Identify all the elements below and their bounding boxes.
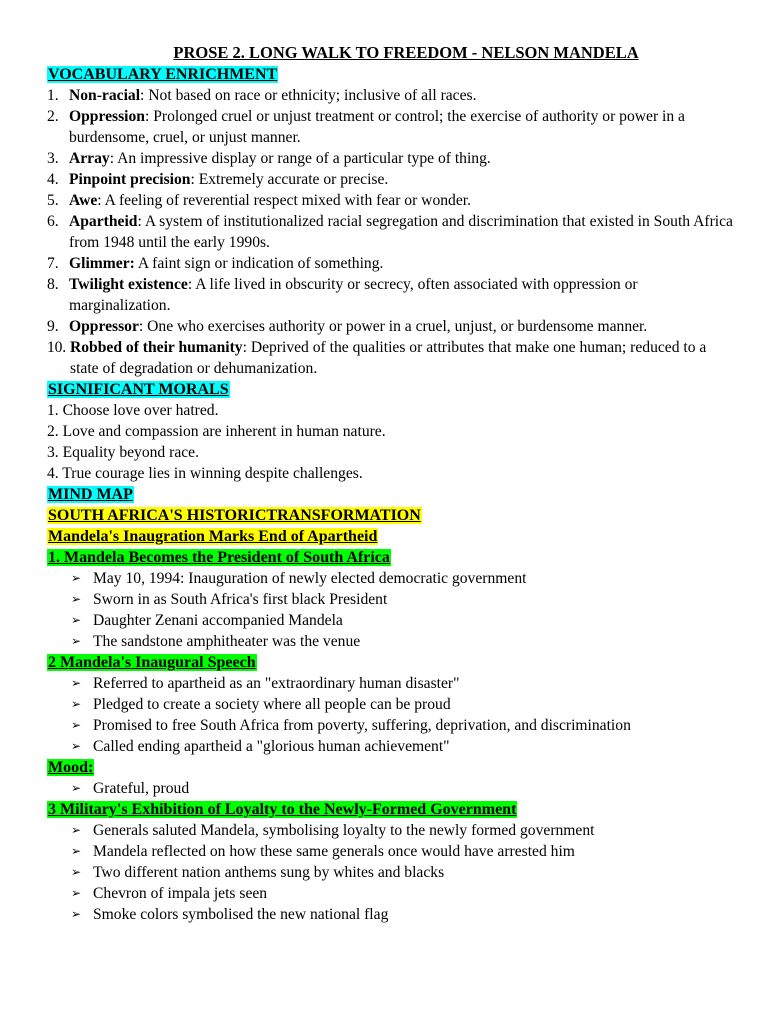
vocab-item	[47, 274, 737, 316]
mindmap-heading-text: MIND MAP	[48, 486, 133, 503]
mindmap-heading	[47, 484, 737, 505]
section1-bullets	[47, 568, 737, 652]
moral-item: 4. True courage lies in winning despite challenges.	[47, 465, 363, 482]
list-item	[71, 715, 737, 736]
list-item	[71, 589, 737, 610]
vocab-term: Non-racial	[69, 87, 141, 104]
vocab-term: Array	[69, 150, 110, 167]
vocab-term: Twilight existence	[69, 276, 188, 293]
section2-heading	[47, 652, 737, 673]
arrowhead-bullet-icon: ➢	[71, 676, 82, 690]
vocab-sep: :	[109, 150, 115, 167]
list-item	[71, 673, 737, 694]
vocab-number: 7.	[47, 255, 59, 272]
vocab-number: 1.	[47, 87, 59, 104]
list-item	[71, 820, 737, 841]
vocab-item	[47, 253, 737, 274]
bullet-text: The sandstone amphitheater was the venue	[93, 633, 361, 650]
vocab-term: Robbed of their humanity	[70, 339, 243, 356]
vocab-definition: A system of institutionalized racial segregation and discrimination that existed in South Africa from 1948 until the early 1990s.	[69, 213, 733, 251]
transformation-heading	[47, 505, 737, 526]
vocab-definition: Not based on race or ethnicity; inclusive of all races.	[144, 87, 477, 104]
section1-heading	[47, 547, 737, 568]
list-item	[71, 736, 737, 757]
vocab-definition: Prolonged cruel or unjust treatment or control; the exercise of authority or power in a burdensome, cruel, or unjust manner.	[69, 108, 685, 146]
list-item	[71, 904, 737, 925]
moral-item: 2. Love and compassion are inherent in human nature.	[47, 423, 386, 440]
arrowhead-bullet-icon: ➢	[71, 823, 82, 837]
page-title: PROSE 2. LONG WALK TO FREEDOM - NELSON MANDELA	[173, 43, 639, 62]
section3-bullets	[47, 820, 737, 925]
bullet-text: Chevron of impala jets seen	[93, 885, 268, 902]
vocab-sep: :	[242, 339, 247, 356]
list-item	[71, 841, 737, 862]
vocab-number: 2.	[47, 108, 59, 125]
inauguration-heading	[47, 526, 737, 547]
vocab-number: 5.	[47, 192, 59, 209]
bullet-text: Daughter Zenani accompanied Mandela	[93, 612, 343, 629]
bullet-text: May 10, 1994: Inauguration of newly elected democratic government	[93, 570, 527, 587]
list-item	[71, 631, 737, 652]
vocab-number: 8.	[47, 276, 59, 293]
section2-bullets	[47, 673, 737, 757]
vocab-sep: :	[187, 276, 193, 293]
arrowhead-bullet-icon: ➢	[71, 634, 82, 648]
vocab-item	[47, 106, 737, 148]
vocab-definition: A faint sign or indication of something.	[134, 255, 384, 272]
moral-item: 1. Choose love over hatred.	[47, 402, 219, 419]
morals-heading	[47, 379, 737, 400]
vocab-sep: :	[144, 108, 150, 125]
arrowhead-bullet-icon: ➢	[71, 571, 82, 585]
vocab-item	[47, 337, 737, 379]
vocab-definition: A feeling of reverential respect mixed with fear or wonder.	[101, 192, 471, 209]
section3-heading-text: 3 Military's Exhibition of Loyalty to the Newly-Formed Government	[48, 801, 517, 818]
section2-heading-text: 2 Mandela's Inaugural Speech	[48, 654, 256, 671]
vocab-item	[47, 85, 737, 106]
vocab-number: 6.	[47, 213, 59, 230]
morals-heading-text: SIGNIFICANT MORALS	[48, 381, 229, 398]
document-page	[47, 42, 737, 925]
list-item	[71, 694, 737, 715]
vocab-term: Oppressor	[69, 318, 139, 335]
vocab-term: Apartheid	[69, 213, 138, 230]
bullet-text: Smoke colors symbolised the new national flag	[93, 906, 389, 923]
vocab-term: Oppression	[69, 108, 145, 125]
arrowhead-bullet-icon: ➢	[71, 865, 82, 879]
section1-heading-text: 1. Mandela Becomes the President of South Africa	[48, 549, 390, 566]
arrowhead-bullet-icon: ➢	[71, 739, 82, 753]
vocab-item	[47, 169, 737, 190]
vocab-definition: An impressive display or range of a particular type of thing.	[114, 150, 491, 167]
vocab-sep: :	[138, 318, 144, 335]
vocab-item	[47, 316, 737, 337]
inauguration-heading-text: Mandela's Inaugration Marks End of Apartheid	[48, 528, 378, 545]
vocab-number: 4.	[47, 171, 59, 188]
list-item	[71, 883, 737, 904]
arrowhead-bullet-icon: ➢	[71, 886, 82, 900]
vocab-sep: :	[140, 87, 145, 104]
vocab-item	[47, 148, 737, 169]
list-item	[71, 568, 737, 589]
vocab-sep: :	[190, 171, 195, 188]
list-item	[71, 610, 737, 631]
bullet-text: Sworn in as South Africa's first black President	[93, 591, 388, 608]
transformation-heading-text: SOUTH AFRICA'S HISTORICTRANSFORMATION	[48, 507, 421, 524]
vocab-definition: Extremely accurate or precise.	[194, 171, 389, 188]
moral-item: 3. Equality beyond race.	[47, 444, 199, 461]
mood-bullets	[47, 778, 737, 799]
vocab-sep: :	[137, 213, 142, 230]
vocab-number: 10.	[47, 339, 66, 356]
vocab-item	[47, 190, 737, 211]
bullet-text: Mandela reflected on how these same generals once would have arrested him	[93, 843, 575, 860]
list-item	[71, 778, 737, 799]
bullet-text: Grateful, proud	[93, 780, 190, 797]
bullet-text: Generals saluted Mandela, symbolising loyalty to the newly formed government	[93, 822, 595, 839]
vocab-item	[47, 211, 737, 253]
vocab-definition: Deprived of the qualities or attributes that make one human; reduced to a state of degradation or dehumanization.	[70, 339, 707, 377]
bullet-text: Promised to free South Africa from poverty, suffering, deprivation, and discrimination	[93, 717, 631, 734]
arrowhead-bullet-icon: ➢	[71, 844, 82, 858]
vocab-heading	[47, 64, 737, 85]
vocab-term: Glimmer:	[69, 255, 135, 272]
bullet-text: Referred to apartheid as an "extraordinary human disaster"	[93, 675, 460, 692]
bullet-text: Pledged to create a society where all people can be proud	[93, 696, 451, 713]
vocab-heading-text: VOCABULARY ENRICHMENT	[48, 66, 278, 83]
vocab-definition: A life lived in obscurity or secrecy, often associated with oppression or marginalization.	[69, 276, 638, 314]
vocab-term: Awe	[69, 192, 98, 209]
arrowhead-bullet-icon: ➢	[71, 613, 82, 627]
vocab-definition: One who exercises authority or power in a cruel, unjust, or burdensome manner.	[143, 318, 648, 335]
vocab-term: Pinpoint precision	[69, 171, 191, 188]
mood-heading	[47, 757, 737, 778]
vocab-list	[47, 85, 737, 379]
vocab-number: 3.	[47, 150, 59, 167]
arrowhead-bullet-icon: ➢	[71, 781, 82, 795]
arrowhead-bullet-icon: ➢	[71, 907, 82, 921]
bullet-text: Called ending apartheid a "glorious human achievement"	[93, 738, 450, 755]
arrowhead-bullet-icon: ➢	[71, 592, 82, 606]
section3-heading	[47, 799, 737, 820]
arrowhead-bullet-icon: ➢	[71, 718, 82, 732]
mood-heading-text: Mood:	[48, 759, 94, 776]
vocab-number: 9.	[47, 318, 59, 335]
arrowhead-bullet-icon: ➢	[71, 697, 82, 711]
vocab-sep: :	[97, 192, 102, 209]
bullet-text: Two different nation anthems sung by whites and blacks	[93, 864, 445, 881]
list-item	[71, 862, 737, 883]
